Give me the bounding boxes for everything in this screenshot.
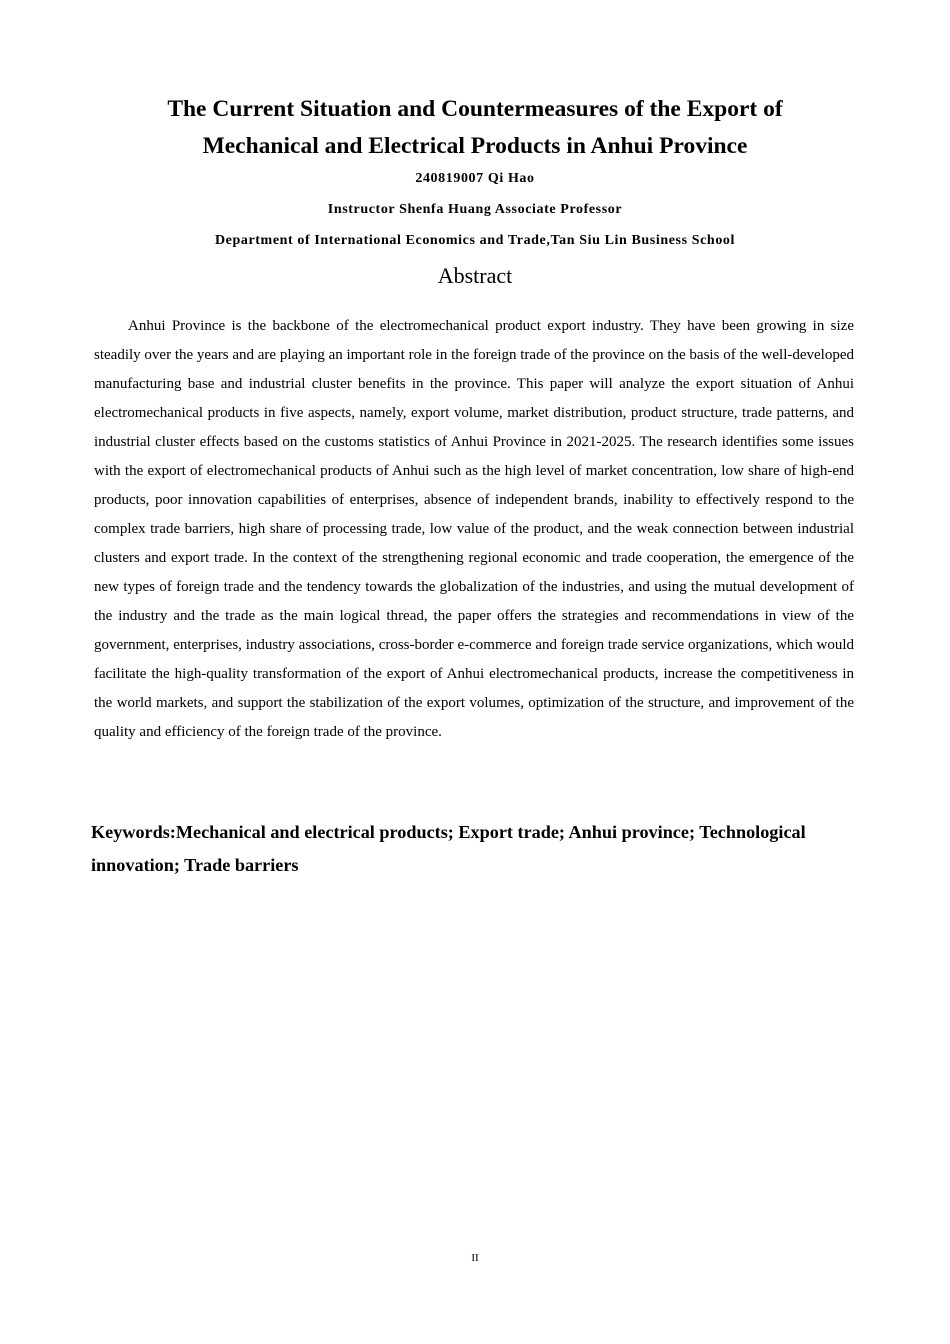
author-line: 240819007 Qi Hao (415, 171, 535, 186)
paper-title-line-2: Mechanical and Electrical Products in Anhui Province (202, 133, 748, 159)
abstract-paragraph: Anhui Province is the backbone of the electromechanical product export industry. They have been growing in size steadily over the years and are playing an important role in the foreign trade of the province on the basis of the well-developed manufacturing base and industrial cluster benefits in the province. This paper will analyze the export situation of Anhui electromechanical products in five aspects, namely, export volume, market distribution, product structure, trade patterns, and industrial cluster effects based on the customs statistics of Anhui Province in 2021-2025. The research identifies some issues with the export of electromechanical products of Anhui such as the high level of market concentration, low share of high-end products, poor innovation capabilities of enterprises, absence of independent brands, inability to effectively respond to the complex trade barriers, high share of processing trade, low value of the product, and the weak connection between industrial clusters and export trade. In the context of the strengthening regional economic and trade cooperation, the emergence of the new types of foreign trade and the tendency towards the globalization of the industries, and using the mutual development of the industry and the trade as the main logical thread, the paper offers the strategies and recommendations in view of the government, enterprises, industry associations, cross-border e-commerce and foreign trade service organizations, which would facilitate the high-quality transformation of the export of Anhui electromechanical products, increase the competitiveness in the world markets, and support the stabilization of the export volumes, optimization of the structure, and improvement of the quality and efficiency of the foreign trade of the province. (94, 318, 854, 740)
keywords-line: Keywords:Mechanical and electrical products; Export trade; Anhui province; Technological innovation; Trade barriers (91, 822, 806, 875)
instructor-line: Instructor Shenfa Huang Associate Professor (327, 202, 623, 217)
department-line: Department of International Economics and Trade,Tan Siu Lin Business School (214, 233, 736, 248)
paper-title-line-1: The Current Situation and Countermeasures of the Export of (167, 96, 783, 122)
abstract-heading: Abstract (437, 263, 513, 288)
page-number: II (471, 1252, 479, 1264)
